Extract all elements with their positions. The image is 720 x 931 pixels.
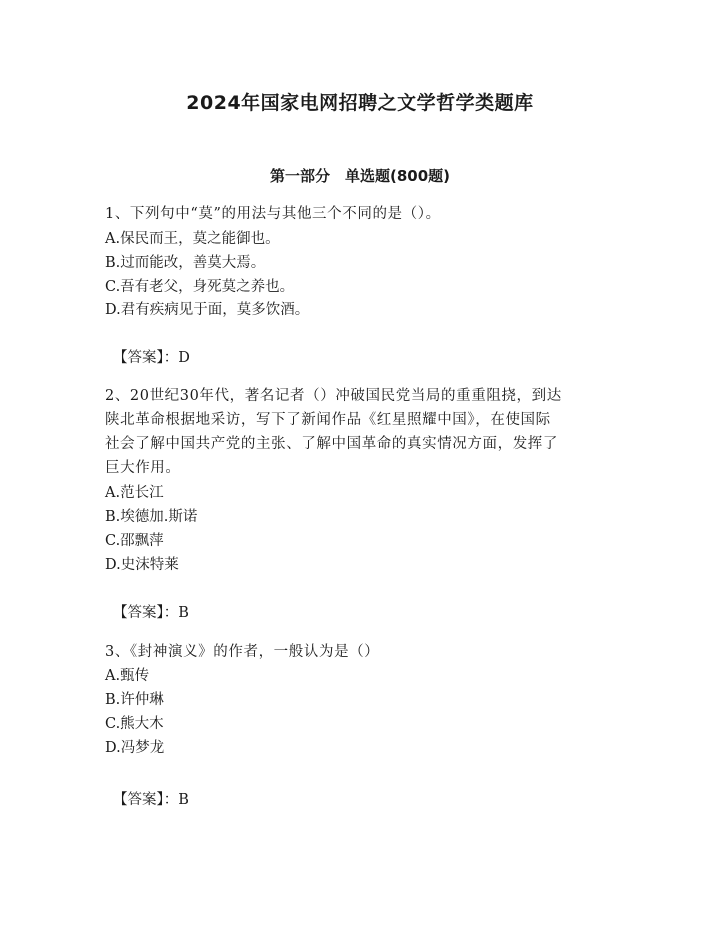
question-1-option-c: C.吾有老父，身死莫之养也。: [105, 279, 295, 295]
question-1-option-d: D.君有疾病见于面，莫多饮酒。: [105, 302, 310, 318]
question-2-answer: 【答案】：B: [113, 605, 189, 621]
question-1-answer: 【答案】：D: [113, 350, 190, 366]
question-2-stem-line-3: 社会了解中国共产党的主张、了解中国革命的真实情况方面，发挥了: [105, 436, 558, 452]
question-1-stem: 1、下列句中“莫”的用法与其他三个不同的是（）。: [105, 206, 441, 222]
question-1-option-b: B.过而能改，善莫大焉。: [105, 255, 266, 271]
question-3-option-c: C.熊大木: [105, 716, 164, 732]
document-title: 2024年国家电网招聘之文学哲学类题库: [186, 92, 534, 114]
section-title: 第一部分 单选题(800题): [269, 167, 451, 185]
question-3-answer: 【答案】：B: [113, 792, 189, 808]
question-2-option-c: C.邵飘萍: [105, 533, 164, 549]
question-1-option-a: A.保民而王，莫之能御也。: [105, 231, 280, 247]
question-3-stem: 3、《封神演义》的作者，一般认为是（）: [105, 644, 380, 660]
question-2-stem-line-2: 陕北革命根据地采访，写下了新闻作品《红星照耀中国》，在使国际: [105, 412, 551, 428]
question-3-option-d: D.冯梦龙: [105, 740, 165, 756]
question-2-option-a: A.范长江: [105, 485, 164, 501]
question-2-stem-line-1: 2、20世纪30年代，著名记者（）冲破国民党当局的重重阻挠，到达: [105, 388, 562, 404]
question-3-option-a: A.甄传: [105, 668, 150, 684]
question-2-option-b: B.埃德加.斯诺: [105, 509, 198, 525]
question-3-option-b: B.许仲琳: [105, 692, 164, 708]
question-2-stem-line-4: 巨大作用。: [105, 460, 181, 476]
question-2-option-d: D.史沫特莱: [105, 557, 179, 573]
